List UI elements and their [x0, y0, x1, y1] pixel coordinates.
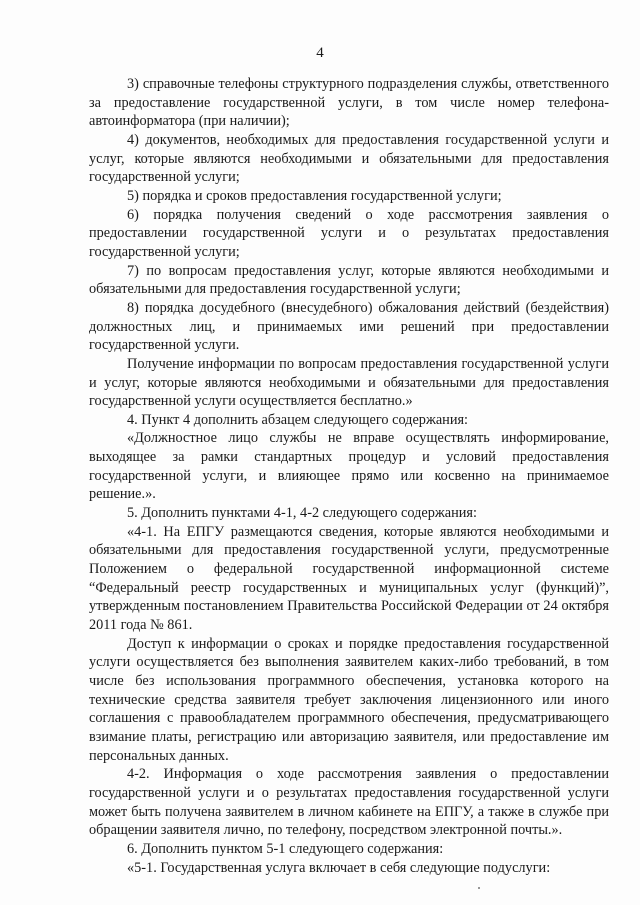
paragraph-item-5: 5) порядка и сроков предоставления государственной услуги; — [127, 187, 502, 204]
paragraph-item-6: 6) порядка получения сведений о ходе рассмотрения заявления о предоставлении государственной услуги и о результатах предоставления государственной услуги; — [89, 206, 609, 260]
scan-speck — [478, 887, 480, 889]
paragraph-4-1: «4-1. На ЕПГУ размещаются сведения, которые являются необходимыми и обязательными для предоставления государственной услуги, предусмотренные Положением о федеральной государственной информационной системе “Федеральный реестр государственных и муниципальных услуг (функций)”, утвержденным постановлением Правительства Российской Федерации от 24 октября 2011 года № 861. — [89, 523, 609, 634]
paragraph-point-5: 5. Дополнить пунктами 4-1, 4-2 следующего содержания: — [127, 505, 477, 522]
paragraph-point-6: 6. Дополнить пунктом 5-1 следующего содержания: — [127, 840, 444, 857]
paragraph-access: Доступ к информации о сроках и порядке предоставления государственной услуги осуществляется без выполнения заявителем каких-либо требований, в том числе без использования программного обеспечения, установка которого на технические средства заявителя требует заключения лицензионного или иного соглашения с правообладателем программного обеспечения, предусматривающего взимание платы, регистрацию или авторизацию заявителя, или предоставление им персональных данных. — [89, 635, 609, 764]
paragraph-5-1: «5-1. Государственная услуга включает в себя следующие подуслуги: — [127, 859, 551, 876]
paragraph-free-of-charge: Получение информации по вопросам предоставления государственной услуги и услуг, которые являются необходимыми и обязательными для предоставления государственной услуги осуществляется бесплатно.» — [89, 355, 609, 410]
paragraph-4-2: 4-2. Информация о ходе рассмотрения заявления о предоставлении государственной услуги и о результатах предоставления государственной услуги может быть получена заявителем в личном кабинете на ЕПГУ, а также в службе при обращении заявителя лично, по телефону, посредством электронной почты.». — [89, 766, 609, 839]
paragraph-item-8: 8) порядка досудебного (внесудебного) обжалования действий (бездействия) должностных лиц, и принимаемых ими решений при предоставлении государственной услуги. — [89, 299, 609, 354]
document-body — [89, 75, 609, 877]
paragraph-official-restriction: «Должностное лицо службы не вправе осуществлять информирование, выходящее за рамки стандартных процедур и условий предоставления государственной услуги, и влияющее прямо или косвенно на принимаемое решение.». — [89, 430, 609, 503]
page-number: 4 — [316, 45, 324, 61]
paragraph-item-3: 3) справочные телефоны структурного подразделения службы, ответственного за предоставление государственной услуги, в том числе номер телефона-автоинформатора (при наличии); — [89, 76, 609, 130]
paragraph-point-4: 4. Пункт 4 дополнить абзацем следующего содержания: — [127, 411, 469, 428]
paragraph-item-4: 4) документов, необходимых для предоставления государственной услуги и услуг, которые являются необходимыми и обязательными для предоставления государственной услуги; — [89, 131, 609, 186]
paragraph-item-7: 7) по вопросам предоставления услуг, которые являются необходимыми и обязательными для предоставления государственной услуги; — [89, 262, 609, 298]
